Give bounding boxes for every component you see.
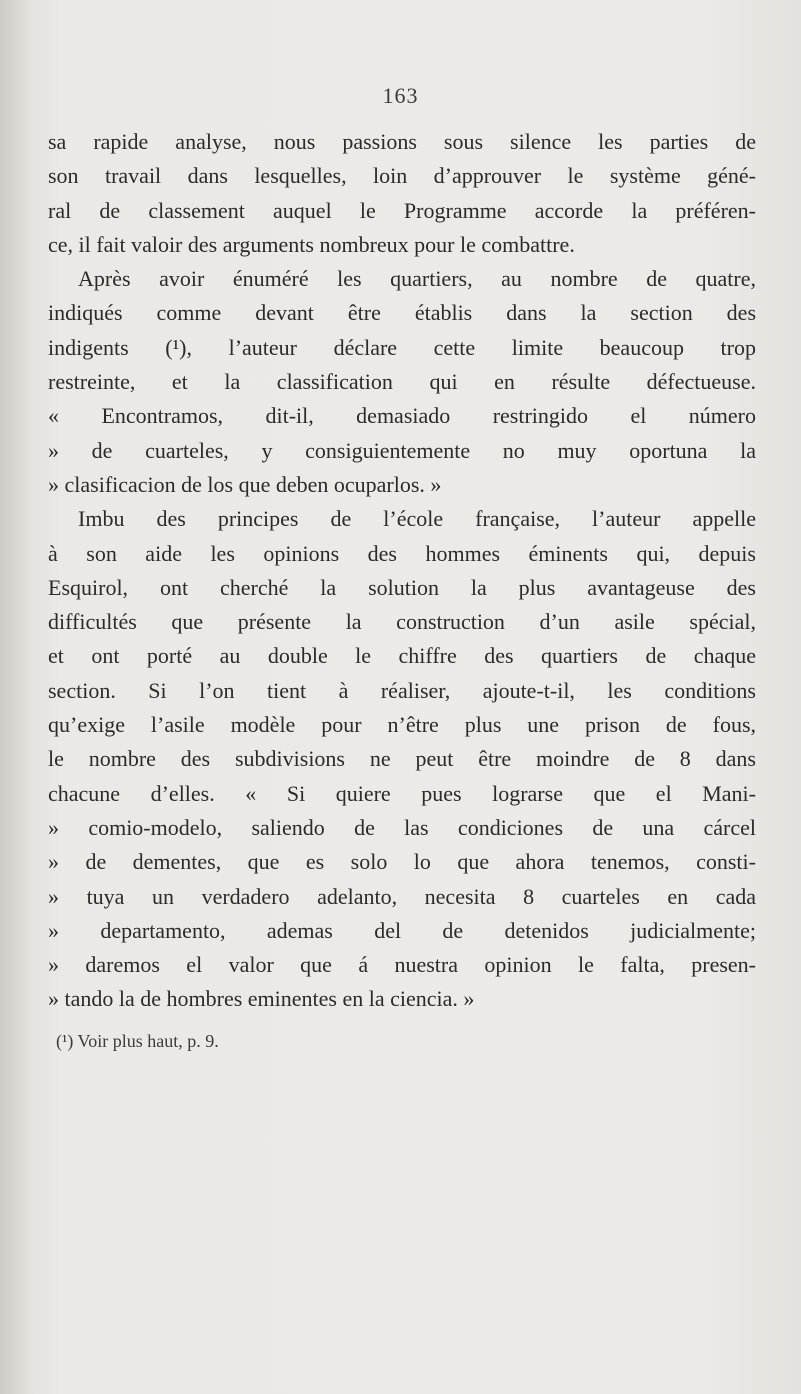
page-number: 163	[382, 83, 419, 108]
text-line: » de cuarteles, y consiguientemente no muy oportuna la	[48, 437, 756, 463]
text-line: indigents (¹), l’auteur déclare cette limite beaucoup trop	[48, 334, 756, 360]
text-line: son travail dans lesquelles, loin d’approuver le système géné-	[48, 163, 756, 189]
text-line: indiqués comme devant être établis dans la section des	[48, 300, 756, 326]
text-line: Imbu des principes de l’école française, l’auteur appelle	[78, 506, 756, 532]
text-line: » comio-modelo, saliendo de las condiciones de una cárcel	[48, 814, 756, 840]
text-line: » de dementes, que es solo lo que ahora tenemos, consti-	[48, 849, 756, 875]
text-line: ral de classement auquel le Programme accorde la préféren-	[48, 197, 756, 223]
text-line: » tuya un verdadero adelanto, necesita 8 cuarteles en cada	[48, 883, 756, 909]
text-line: Esquirol, ont cherché la solution la plus avantageuse des	[48, 574, 756, 600]
text-line: sa rapide analyse, nous passions sous silence les parties de	[48, 129, 756, 154]
text-line: » tando la de hombres eminentes en la ciencia. »	[48, 986, 475, 1012]
binding-shadow	[0, 0, 30, 1394]
text-line: » departamento, ademas del de detenidos judicialmente;	[48, 917, 756, 943]
text-line: » clasificacion de los que deben ocuparlos. »	[48, 471, 442, 497]
text-line: et ont porté au double le chiffre des quartiers de chaque	[48, 643, 756, 669]
text-line: chacune d’elles. « Si quiere pues lograrse que el Mani-	[48, 780, 756, 806]
text-line: » daremos el valor que á nuestra opinion le falta, presen-	[48, 952, 756, 978]
text-line: restreinte, et la classification qui en résulte défectueuse.	[48, 369, 756, 395]
text-line: le nombre des subdivisions ne peut être moindre de 8 dans	[48, 746, 756, 772]
text-line: qu’exige l’asile modèle pour n’être plus une prison de fous,	[48, 712, 756, 738]
text-line: à son aide les opinions des hommes éminents qui, depuis	[48, 540, 756, 566]
body-text	[48, 125, 756, 1017]
text-line: Après avoir énuméré les quartiers, au nombre de quatre,	[78, 266, 756, 292]
text-line: ce, il fait valoir des arguments nombreux pour le combattre.	[48, 231, 575, 257]
footnote: (¹) Voir plus haut, p. 9.	[56, 1031, 219, 1051]
text-line: « Encontramos, dit-il, demasiado restringido el número	[48, 403, 756, 429]
text-line: section. Si l’on tient à réaliser, ajoute-t-il, les conditions	[48, 677, 756, 703]
text-line: difficultés que présente la construction d’un asile spécial,	[48, 609, 756, 635]
